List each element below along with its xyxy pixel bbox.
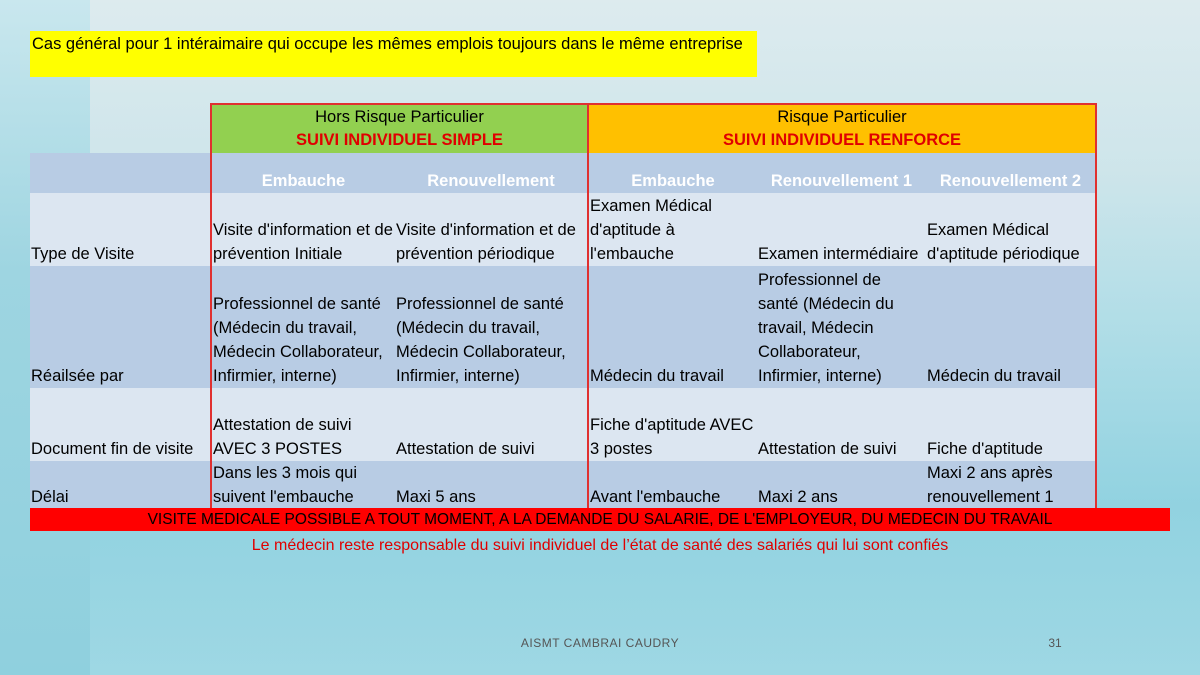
table-cell: Attestation de suivi bbox=[757, 388, 926, 461]
column-header: Embauche bbox=[211, 153, 395, 193]
column-header-row bbox=[30, 153, 1096, 193]
case-note: Cas général pour 1 intéraimaire qui occupe les mêmes emplois toujours dans le même entreprise bbox=[30, 31, 757, 77]
table-cell: Fiche d'aptitude AVEC 3 postes bbox=[588, 388, 757, 461]
table-cell: Maxi 2 ans après renouvellement 1 bbox=[926, 461, 1096, 509]
medical-visit-banner: VISITE MEDICALE POSSIBLE A TOUT MOMENT, A LA DEMANDE DU SALARIE, DE L'EMPLOYEUR, DU MEDECIN DU TRAVAIL bbox=[30, 508, 1170, 531]
column-header-empty bbox=[30, 153, 211, 193]
table-cell: Visite d'information et de prévention périodique bbox=[395, 193, 588, 266]
table-cell: Maxi 2 ans bbox=[757, 461, 926, 509]
slide-footer: AISMT CAMBRAI CAUDRY bbox=[520, 636, 680, 650]
row-label: Réailsée par bbox=[30, 266, 211, 388]
row-label: Document fin de visite bbox=[30, 388, 211, 461]
group-hors-risque bbox=[211, 104, 588, 153]
table-row bbox=[30, 388, 1096, 461]
table-cell: Examen intermédiaire bbox=[757, 193, 926, 266]
follow-up-table bbox=[30, 103, 1097, 509]
group-header-row bbox=[30, 104, 1096, 153]
group-hors-risque-title: Hors Risque Particulier bbox=[315, 108, 484, 126]
table-cell: Professionnel de santé (Médecin du travail, Médecin Collaborateur, Infirmier, interne) bbox=[395, 266, 588, 388]
table-cell: Attestation de suivi AVEC 3 POSTES bbox=[211, 388, 395, 461]
table-row bbox=[30, 266, 1096, 388]
table-row bbox=[30, 193, 1096, 266]
table-cell: Examen Médical d'aptitude périodique bbox=[926, 193, 1096, 266]
table-row bbox=[30, 461, 1096, 509]
table-cell: Examen Médical d'aptitude à l'embauche bbox=[588, 193, 757, 266]
row-label: Délai bbox=[30, 461, 211, 509]
table-cell: Fiche d'aptitude bbox=[926, 388, 1096, 461]
table-cell: Visite d'information et de prévention Initiale bbox=[211, 193, 395, 266]
group-risque-title: Risque Particulier bbox=[777, 108, 907, 126]
group-hors-risque-subtitle: SUIVI INDIVIDUEL SIMPLE bbox=[296, 131, 503, 149]
row-label: Type de Visite bbox=[30, 193, 211, 266]
table-cell: Médecin du travail bbox=[926, 266, 1096, 388]
table-cell: Médecin du travail bbox=[588, 266, 757, 388]
column-header: Embauche bbox=[588, 153, 757, 193]
group-risque-subtitle: SUIVI INDIVIDUEL RENFORCE bbox=[722, 131, 962, 149]
page-number: 31 bbox=[1048, 636, 1062, 650]
table-cell: Dans les 3 mois qui suivent l'embauche bbox=[211, 461, 395, 509]
column-header: Renouvellement 1 bbox=[757, 153, 926, 193]
corner-cell bbox=[30, 104, 211, 153]
column-header: Renouvellement bbox=[395, 153, 588, 193]
table-cell: Avant l'embauche bbox=[588, 461, 757, 509]
table-cell: Professionnel de santé (Médecin du travail, Médecin Collaborateur, Infirmier, interne) bbox=[757, 266, 926, 388]
column-header: Renouvellement 2 bbox=[926, 153, 1096, 193]
table-cell: Attestation de suivi bbox=[395, 388, 588, 461]
table-cell: Maxi 5 ans bbox=[395, 461, 588, 509]
table-cell: Professionnel de santé (Médecin du travail, Médecin Collaborateur, Infirmier, interne) bbox=[211, 266, 395, 388]
group-risque bbox=[588, 104, 1096, 153]
responsibility-note: Le médecin reste responsable du suivi individuel de l’état de santé des salariés qui lui sont confiés bbox=[251, 537, 949, 554]
